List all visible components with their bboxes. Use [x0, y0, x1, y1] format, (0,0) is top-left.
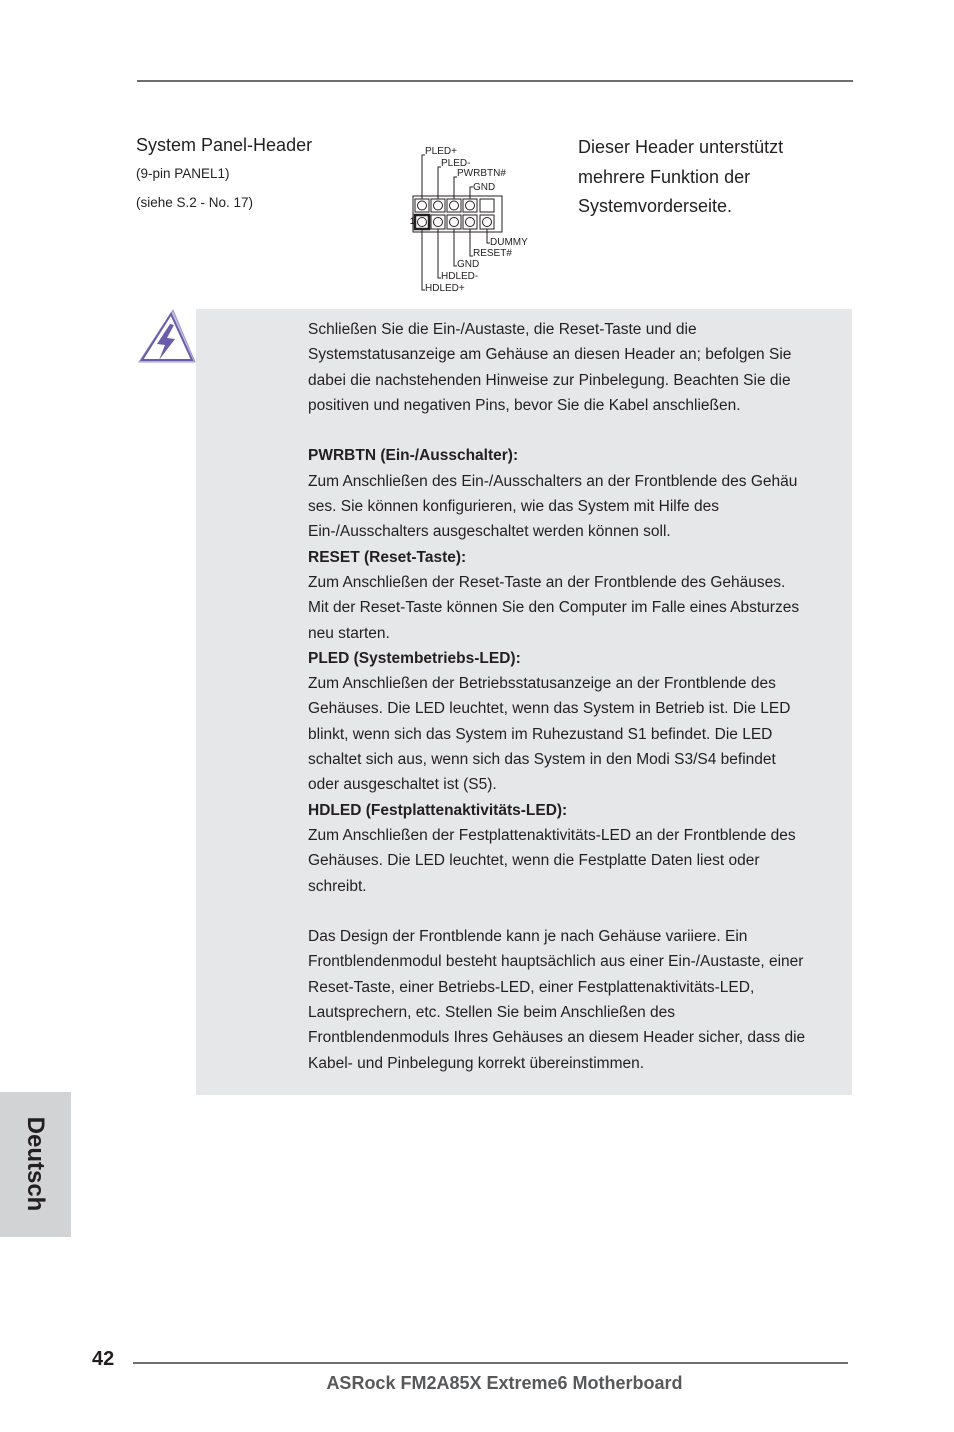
description-line: Dieser Header unterstützt — [578, 137, 784, 157]
bottom-rule — [133, 1362, 848, 1364]
note-line: ses. Sie können konfigurieren, wie das System mit Hilfe des — [308, 498, 719, 516]
note-text — [308, 317, 850, 1076]
note-line: Gehäuses. Die LED leuchtet, wenn die Festplatte Daten liest oder — [308, 852, 760, 870]
description-line: Systemvorderseite. — [578, 196, 733, 216]
top-rule — [137, 80, 853, 82]
note-line: Frontblendenmoduls Ihres Gehäuses an diesem Header sicher, dass die — [308, 1029, 806, 1047]
pin-count-label: (9-pin PANEL1) — [136, 166, 230, 181]
page-number: 42 — [92, 1348, 115, 1370]
hdled-heading: HDLED (Festplattenaktivitäts-LED): — [308, 801, 568, 819]
header-description — [578, 133, 848, 222]
pled-heading: PLED (Systembetriebs-LED): — [308, 649, 521, 667]
note-line: Zum Anschließen der Betriebsstatusanzeige an der Frontblende des — [308, 675, 776, 693]
note-line: Zum Anschließen des Ein-/Ausschalters an der Frontblende des Gehäu — [308, 472, 798, 490]
footer-title: ASRock FM2A85X Extreme6 Motherboard — [326, 1373, 683, 1393]
note-line: oder ausgeschaltet ist (S5). — [308, 776, 497, 794]
note-line: blinkt, wenn sich das System im Ruhezustand S1 befindet. Die LED — [308, 725, 773, 743]
note-line: Ein-/Ausschalters ausgeschaltet werden können soll. — [308, 523, 671, 541]
pin-one-marker: 1 — [410, 216, 416, 226]
pin-label: PLED+ — [425, 146, 457, 157]
note-line: Gehäuses. Die LED leuchtet, wenn das System in Betrieb ist. Die LED — [308, 700, 791, 718]
language-tab — [0, 1092, 71, 1237]
pin-label: HDLED+ — [425, 283, 465, 294]
reset-heading: RESET (Reset-Taste): — [308, 548, 467, 566]
pin-label: PLED- — [441, 158, 471, 169]
note-line: neu starten. — [308, 624, 390, 642]
section-title: System Panel-Header — [136, 135, 313, 155]
pin-label: RESET# — [473, 248, 512, 259]
pin-label: GND — [457, 259, 480, 270]
note-line: Lautsprechern, etc. Stellen Sie beim Anschließen des — [308, 1004, 676, 1022]
description-line: mehrere Funktion der — [578, 166, 751, 187]
panel-pin-diagram — [400, 140, 550, 300]
note-line: dabei die nachstehenden Hinweise zur Pinbelegung. Beachten Sie die — [308, 371, 791, 389]
pin-label: PWRBTN# — [457, 168, 506, 179]
page-reference: (siehe S.2 - No. 17) — [136, 195, 254, 210]
warning-icon — [137, 308, 197, 364]
note-line: Zum Anschließen der Festplattenaktivitäts-LED an der Frontblende des — [308, 826, 796, 844]
note-line: Zum Anschließen der Reset-Taste an der Frontblende des Gehäuses. — [308, 573, 786, 591]
note-line: Mit der Reset-Taste können Sie den Computer im Falle eines Absturzes — [308, 599, 800, 617]
note-line: Systemstatusanzeige am Gehäuse an diesen Header an; befolgen Sie — [308, 346, 792, 364]
pin-label: DUMMY — [490, 237, 528, 248]
note-line: schaltet sich aus, wenn sich das System in den Modi S3/S4 befindet — [308, 751, 776, 769]
note-line: positiven und negativen Pins, bevor Sie die Kabel anschließen. — [308, 396, 741, 414]
note-line: Reset-Taste, einer Betriebs-LED, einer Festplattenaktivitäts-LED, — [308, 978, 755, 996]
language-tab-label: Deutsch — [22, 1116, 49, 1212]
note-line: Frontblendenmodul besteht hauptsächlich aus einer Ein-/Austaste, einer — [308, 953, 804, 971]
note-line: Kabel- und Pinbelegung korrekt übereinstimmen. — [308, 1054, 645, 1072]
note-line: schreibt. — [308, 877, 367, 895]
pwrbtn-heading: PWRBTN (Ein-/Ausschalter): — [308, 447, 519, 465]
pin-label: GND — [473, 182, 496, 193]
note-line: Schließen Sie die Ein-/Austaste, die Reset-Taste und die — [308, 321, 697, 338]
pin-label: HDLED- — [441, 271, 479, 282]
note-line: Das Design der Frontblende kann je nach Gehäuse variiere. Ein — [308, 928, 748, 946]
